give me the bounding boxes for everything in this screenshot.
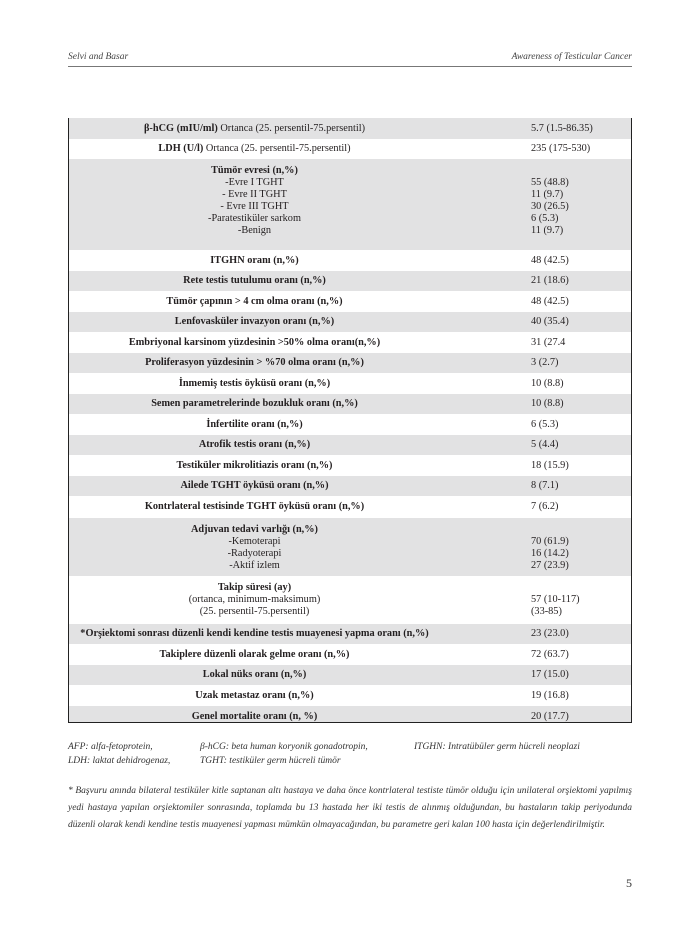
row-label: *Orşiektomi sonrası düzenli kendi kendine testis muayenesi yapma oranı (n,%): [80, 628, 429, 639]
row-value: 57 (10-117) (33-85): [531, 594, 580, 617]
table-row: [69, 455, 631, 476]
abbr-itghn: ITGHN: Intratübüler germ hücreli neoplazi: [414, 742, 580, 752]
page-number: 5: [626, 876, 632, 890]
table-row: [69, 353, 631, 373]
row-value: 19 (16.8): [531, 689, 569, 701]
header-authors: Selvi and Basar: [68, 52, 129, 62]
row-label: Rete testis tutulumu oranı (n,%): [183, 275, 326, 286]
row-label: LDH (U/l) Ortanca (25. persentil-75.persentil): [158, 143, 351, 154]
table-row: [69, 394, 631, 414]
row-label: ITGHN oranı (n,%): [210, 254, 299, 266]
row-label: Takip süresi (ay) (ortanca, minimum-maksimum) (25. persentil-75.persentil): [188, 582, 321, 617]
row-value: 48 (42.5): [531, 254, 569, 266]
table-row: [69, 159, 631, 250]
row-label: Tümör evresi (n,%) -Evre I TGHT - Evre II TGHT - Evre III TGHT -Paratestiküler sarkom -Benign: [208, 165, 301, 236]
table-row: [69, 518, 631, 576]
row-label: Tümör çapının > 4 cm olma oranı (n,%): [166, 295, 343, 307]
table-row: [69, 271, 631, 291]
table-row: [69, 496, 631, 518]
row-value: 235 (175-530): [531, 143, 591, 154]
row-label: Lokal nüks oranı (n,%): [202, 669, 307, 680]
abbr-ldh: LDH: laktat dehidrogenaz,: [68, 756, 171, 766]
row-value: 23 (23.0): [531, 628, 569, 639]
row-label: Proliferasyon yüzdesinin > %70 olma oranı (n,%): [145, 357, 364, 368]
table-row: [69, 576, 631, 624]
row-label: Genel mortalite oranı (n, %): [191, 711, 318, 722]
abbreviations: [68, 740, 632, 768]
row-value: 72 (63.7): [531, 648, 569, 660]
table-row: [69, 476, 631, 496]
row-value: 8 (7.1): [531, 480, 559, 491]
row-label: Ailede TGHT öyküsü oranı (n,%): [180, 480, 329, 491]
header-rule: [68, 66, 632, 67]
row-value: 18 (15.9): [531, 459, 569, 471]
row-value: 5.7 (1.5-86.35): [531, 122, 593, 134]
row-label: Atrofik testis oranı (n,%): [198, 439, 311, 450]
row-label: Uzak metastaz oranı (n,%): [195, 689, 314, 701]
row-value: 10 (8.8): [531, 398, 564, 409]
row-value: 40 (35.4): [531, 316, 569, 327]
row-label: Testiküler mikrolitiazis oranı (n,%): [176, 459, 333, 471]
table-row: [69, 250, 631, 271]
row-label: Semen parametrelerinde bozukluk oranı (n,%): [151, 398, 358, 409]
row-value: 55 (48.8) 11 (9.7) 30 (26.5) 6 (5.3) 11 (9.7): [531, 177, 569, 236]
row-value: 10 (8.8): [531, 377, 564, 389]
table-row: [69, 644, 631, 665]
row-value: 48 (42.5): [531, 295, 569, 307]
row-label: Takiplere düzenli olarak gelme oranı (n,%): [159, 648, 350, 660]
abbr-afp: AFP: alfa-fetoprotein,: [68, 742, 153, 752]
table-row: [69, 624, 631, 644]
table-row: [69, 373, 631, 394]
row-value: 7 (6.2): [531, 501, 559, 512]
table-row: [69, 312, 631, 332]
row-label: Embriyonal karsinom yüzdesinin >50% olma oranı(n,%): [128, 336, 381, 348]
table-row: [69, 139, 631, 159]
row-value: 3 (2.7): [531, 357, 559, 368]
table-row: [69, 435, 631, 455]
abbr-tght: TGHT: testiküler germ hücreli tümör: [200, 756, 341, 766]
row-value: 31 (27.4: [531, 336, 566, 348]
header-title: Awareness of Testicular Cancer: [511, 52, 632, 62]
row-label: İnfertilite oranı (n,%): [206, 418, 303, 430]
abbr-bhcg: β-hCG: beta human koryonik gonadotropin,: [200, 742, 368, 752]
row-value: 17 (15.0): [531, 669, 569, 680]
table-row: [69, 706, 631, 723]
table-footnote: * Başvuru anında bilateral testiküler kitle saptanan altı hastaya ve daha önce kontrlateral testiste tümör olduğu için unilateral orşiektomi yapılmış yedi hastaya yapılan orşiektomiler sonrasında, toplamda bu 13 hastada her iki testis de alınmış olduğundan, bu hastaların takip periyodunda düzenli olarak kendi kendine testis muayenesi yapması mümkün olmayacağından, bu parametre geri kalan 100 hasta için değerlendirilmiştir.: [68, 786, 632, 830]
results-table: [68, 118, 632, 723]
table-row: [69, 118, 631, 139]
table-row: [69, 665, 631, 685]
row-value: 5 (4.4): [531, 439, 559, 450]
row-value: 20 (17.7): [531, 711, 569, 722]
table-row: [69, 291, 631, 312]
row-value: 21 (18.6): [531, 275, 569, 286]
row-value: 70 (61.9) 16 (14.2) 27 (23.9): [531, 536, 569, 571]
table-row: [69, 414, 631, 435]
row-label: Adjuvan tedavi varlığı (n,%) -Kemoterapi -Radyoterapi -Aktif izlem: [190, 524, 318, 571]
row-label: Lenfovasküler invazyon oranı (n,%): [174, 316, 335, 327]
row-label: Kontrlateral testisinde TGHT öyküsü oranı (n,%): [144, 501, 365, 512]
table-row: [69, 685, 631, 706]
row-label: β-hCG (mIU/ml) Ortanca (25. persentil-75.persentil): [143, 122, 366, 134]
row-value: 6 (5.3): [531, 418, 559, 430]
row-label: İnmemiş testis öyküsü oranı (n,%): [178, 377, 331, 389]
table-row: [69, 332, 631, 353]
